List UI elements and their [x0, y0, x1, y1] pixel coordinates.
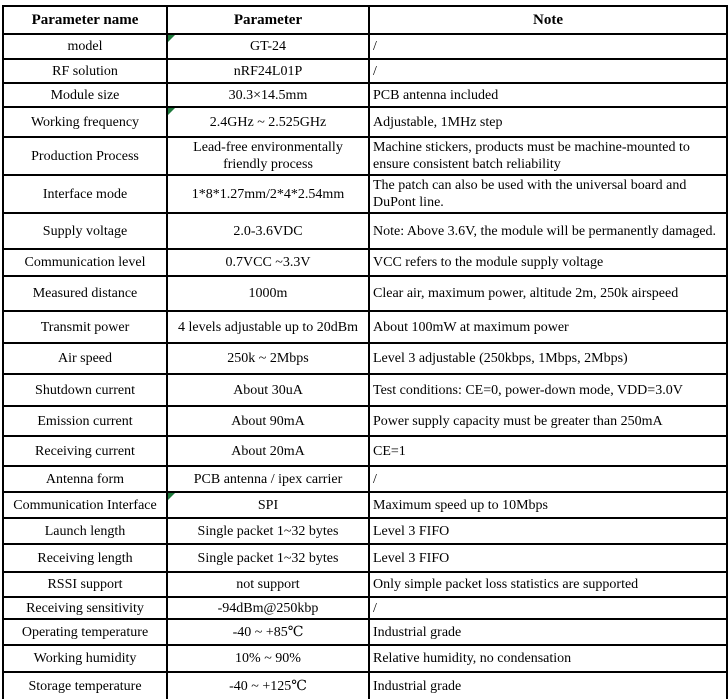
green-corner-triangle-icon — [168, 35, 175, 42]
note-cell: Machine stickers, products must be machine-mounted to ensure consistent batch reliability — [369, 137, 727, 175]
note-cell: Test conditions: CE=0, power-down mode, VDD=3.0V — [369, 374, 727, 406]
table-row — [3, 672, 727, 699]
table-row — [3, 343, 727, 374]
table-row — [3, 406, 727, 436]
note-cell: Maximum speed up to 10Mbps — [369, 492, 727, 518]
note-cell: Level 3 FIFO — [369, 544, 727, 572]
table-row — [3, 83, 727, 107]
note-cell: VCC refers to the module supply voltage — [369, 249, 727, 276]
parameter-name-cell: Measured distance — [3, 276, 167, 311]
header-row — [3, 6, 727, 34]
parameter-value-cell: About 30uA — [167, 374, 369, 406]
note-cell: / — [369, 34, 727, 59]
parameter-value-cell: Single packet 1~32 bytes — [167, 544, 369, 572]
parameter-name-cell: Storage temperature — [3, 672, 167, 699]
parameter-name-cell: Communication level — [3, 249, 167, 276]
column-header-parameter: Parameter — [167, 6, 369, 34]
table-row — [3, 107, 727, 137]
parameter-name-cell: Antenna form — [3, 466, 167, 492]
parameter-value-cell: -40 ~ +125℃ — [167, 672, 369, 699]
parameter-value-cell: About 90mA — [167, 406, 369, 436]
table-row — [3, 276, 727, 311]
parameter-value-cell: PCB antenna / ipex carrier — [167, 466, 369, 492]
note-cell: Industrial grade — [369, 619, 727, 645]
parameter-name-cell: Supply voltage — [3, 213, 167, 249]
note-cell: Clear air, maximum power, altitude 2m, 250k airspeed — [369, 276, 727, 311]
parameter-name-cell: Interface mode — [3, 175, 167, 213]
note-cell: Industrial grade — [369, 672, 727, 699]
parameter-name-cell: Transmit power — [3, 311, 167, 343]
note-cell: PCB antenna included — [369, 83, 727, 107]
table-row — [3, 213, 727, 249]
table-row — [3, 436, 727, 466]
note-cell: Level 3 FIFO — [369, 518, 727, 544]
parameter-value-cell: 0.7VCC ~3.3V — [167, 249, 369, 276]
parameter-value-cell: 2.0-3.6VDC — [167, 213, 369, 249]
note-cell: / — [369, 59, 727, 83]
parameter-value-cell: 30.3×14.5mm — [167, 83, 369, 107]
parameter-name-cell: Air speed — [3, 343, 167, 374]
parameter-name-cell: Receiving length — [3, 544, 167, 572]
table-row — [3, 175, 727, 213]
parameter-value-cell: nRF24L01P — [167, 59, 369, 83]
note-cell: CE=1 — [369, 436, 727, 466]
table-row — [3, 544, 727, 572]
note-cell: / — [369, 466, 727, 492]
parameter-name-cell: RSSI support — [3, 572, 167, 597]
note-cell: Relative humidity, no condensation — [369, 645, 727, 672]
note-cell: Only simple packet loss statistics are supported — [369, 572, 727, 597]
parameter-value-cell: 10% ~ 90% — [167, 645, 369, 672]
table-row — [3, 466, 727, 492]
column-header-parameter-name: Parameter name — [3, 6, 167, 34]
table-row — [3, 492, 727, 518]
spec-table-header — [3, 6, 727, 34]
parameter-value-cell: not support — [167, 572, 369, 597]
parameter-name-cell: Communication Interface — [3, 492, 167, 518]
table-row — [3, 374, 727, 406]
green-corner-triangle-icon — [168, 493, 175, 500]
parameter-value-cell: 250k ~ 2Mbps — [167, 343, 369, 374]
parameter-name-cell: Emission current — [3, 406, 167, 436]
green-corner-triangle-icon — [168, 108, 175, 115]
note-cell: Level 3 adjustable (250kbps, 1Mbps, 2Mbps) — [369, 343, 727, 374]
table-row — [3, 645, 727, 672]
parameter-value-cell: Lead-free environmentally friendly process — [167, 137, 369, 175]
note-cell: Note: Above 3.6V, the module will be permanently damaged. — [369, 213, 727, 249]
parameter-value-cell: -94dBm@250kbp — [167, 597, 369, 619]
parameter-name-cell: Receiving current — [3, 436, 167, 466]
parameter-name-cell: Shutdown current — [3, 374, 167, 406]
parameter-name-cell: Production Process — [3, 137, 167, 175]
parameter-value-cell: About 20mA — [167, 436, 369, 466]
table-row — [3, 572, 727, 597]
table-row — [3, 249, 727, 276]
table-row — [3, 137, 727, 175]
parameter-value-cell: 4 levels adjustable up to 20dBm — [167, 311, 369, 343]
parameter-name-cell: Operating temperature — [3, 619, 167, 645]
table-row — [3, 597, 727, 619]
note-cell: Power supply capacity must be greater than 250mA — [369, 406, 727, 436]
parameter-value-cell: -40 ~ +85℃ — [167, 619, 369, 645]
parameter-name-cell: Module size — [3, 83, 167, 107]
spec-table — [2, 5, 728, 699]
note-cell: / — [369, 597, 727, 619]
table-row — [3, 59, 727, 83]
parameter-value-cell: 1*8*1.27mm/2*4*2.54mm — [167, 175, 369, 213]
parameter-value-cell: 1000m — [167, 276, 369, 311]
parameter-name-cell: RF solution — [3, 59, 167, 83]
parameter-name-cell: model — [3, 34, 167, 59]
spec-table-body — [3, 34, 727, 699]
parameter-name-cell: Receiving sensitivity — [3, 597, 167, 619]
parameter-value-cell: SPI — [167, 492, 369, 518]
parameter-value-cell: GT-24 — [167, 34, 369, 59]
parameter-name-cell: Working humidity — [3, 645, 167, 672]
table-row — [3, 619, 727, 645]
column-header-note: Note — [369, 6, 727, 34]
parameter-name-cell: Working frequency — [3, 107, 167, 137]
note-cell: Adjustable, 1MHz step — [369, 107, 727, 137]
table-row — [3, 34, 727, 59]
parameter-value-cell: Single packet 1~32 bytes — [167, 518, 369, 544]
table-row — [3, 311, 727, 343]
table-row — [3, 518, 727, 544]
parameter-name-cell: Launch length — [3, 518, 167, 544]
parameter-value-cell: 2.4GHz ~ 2.525GHz — [167, 107, 369, 137]
note-cell: The patch can also be used with the universal board and DuPont line. — [369, 175, 727, 213]
note-cell: About 100mW at maximum power — [369, 311, 727, 343]
